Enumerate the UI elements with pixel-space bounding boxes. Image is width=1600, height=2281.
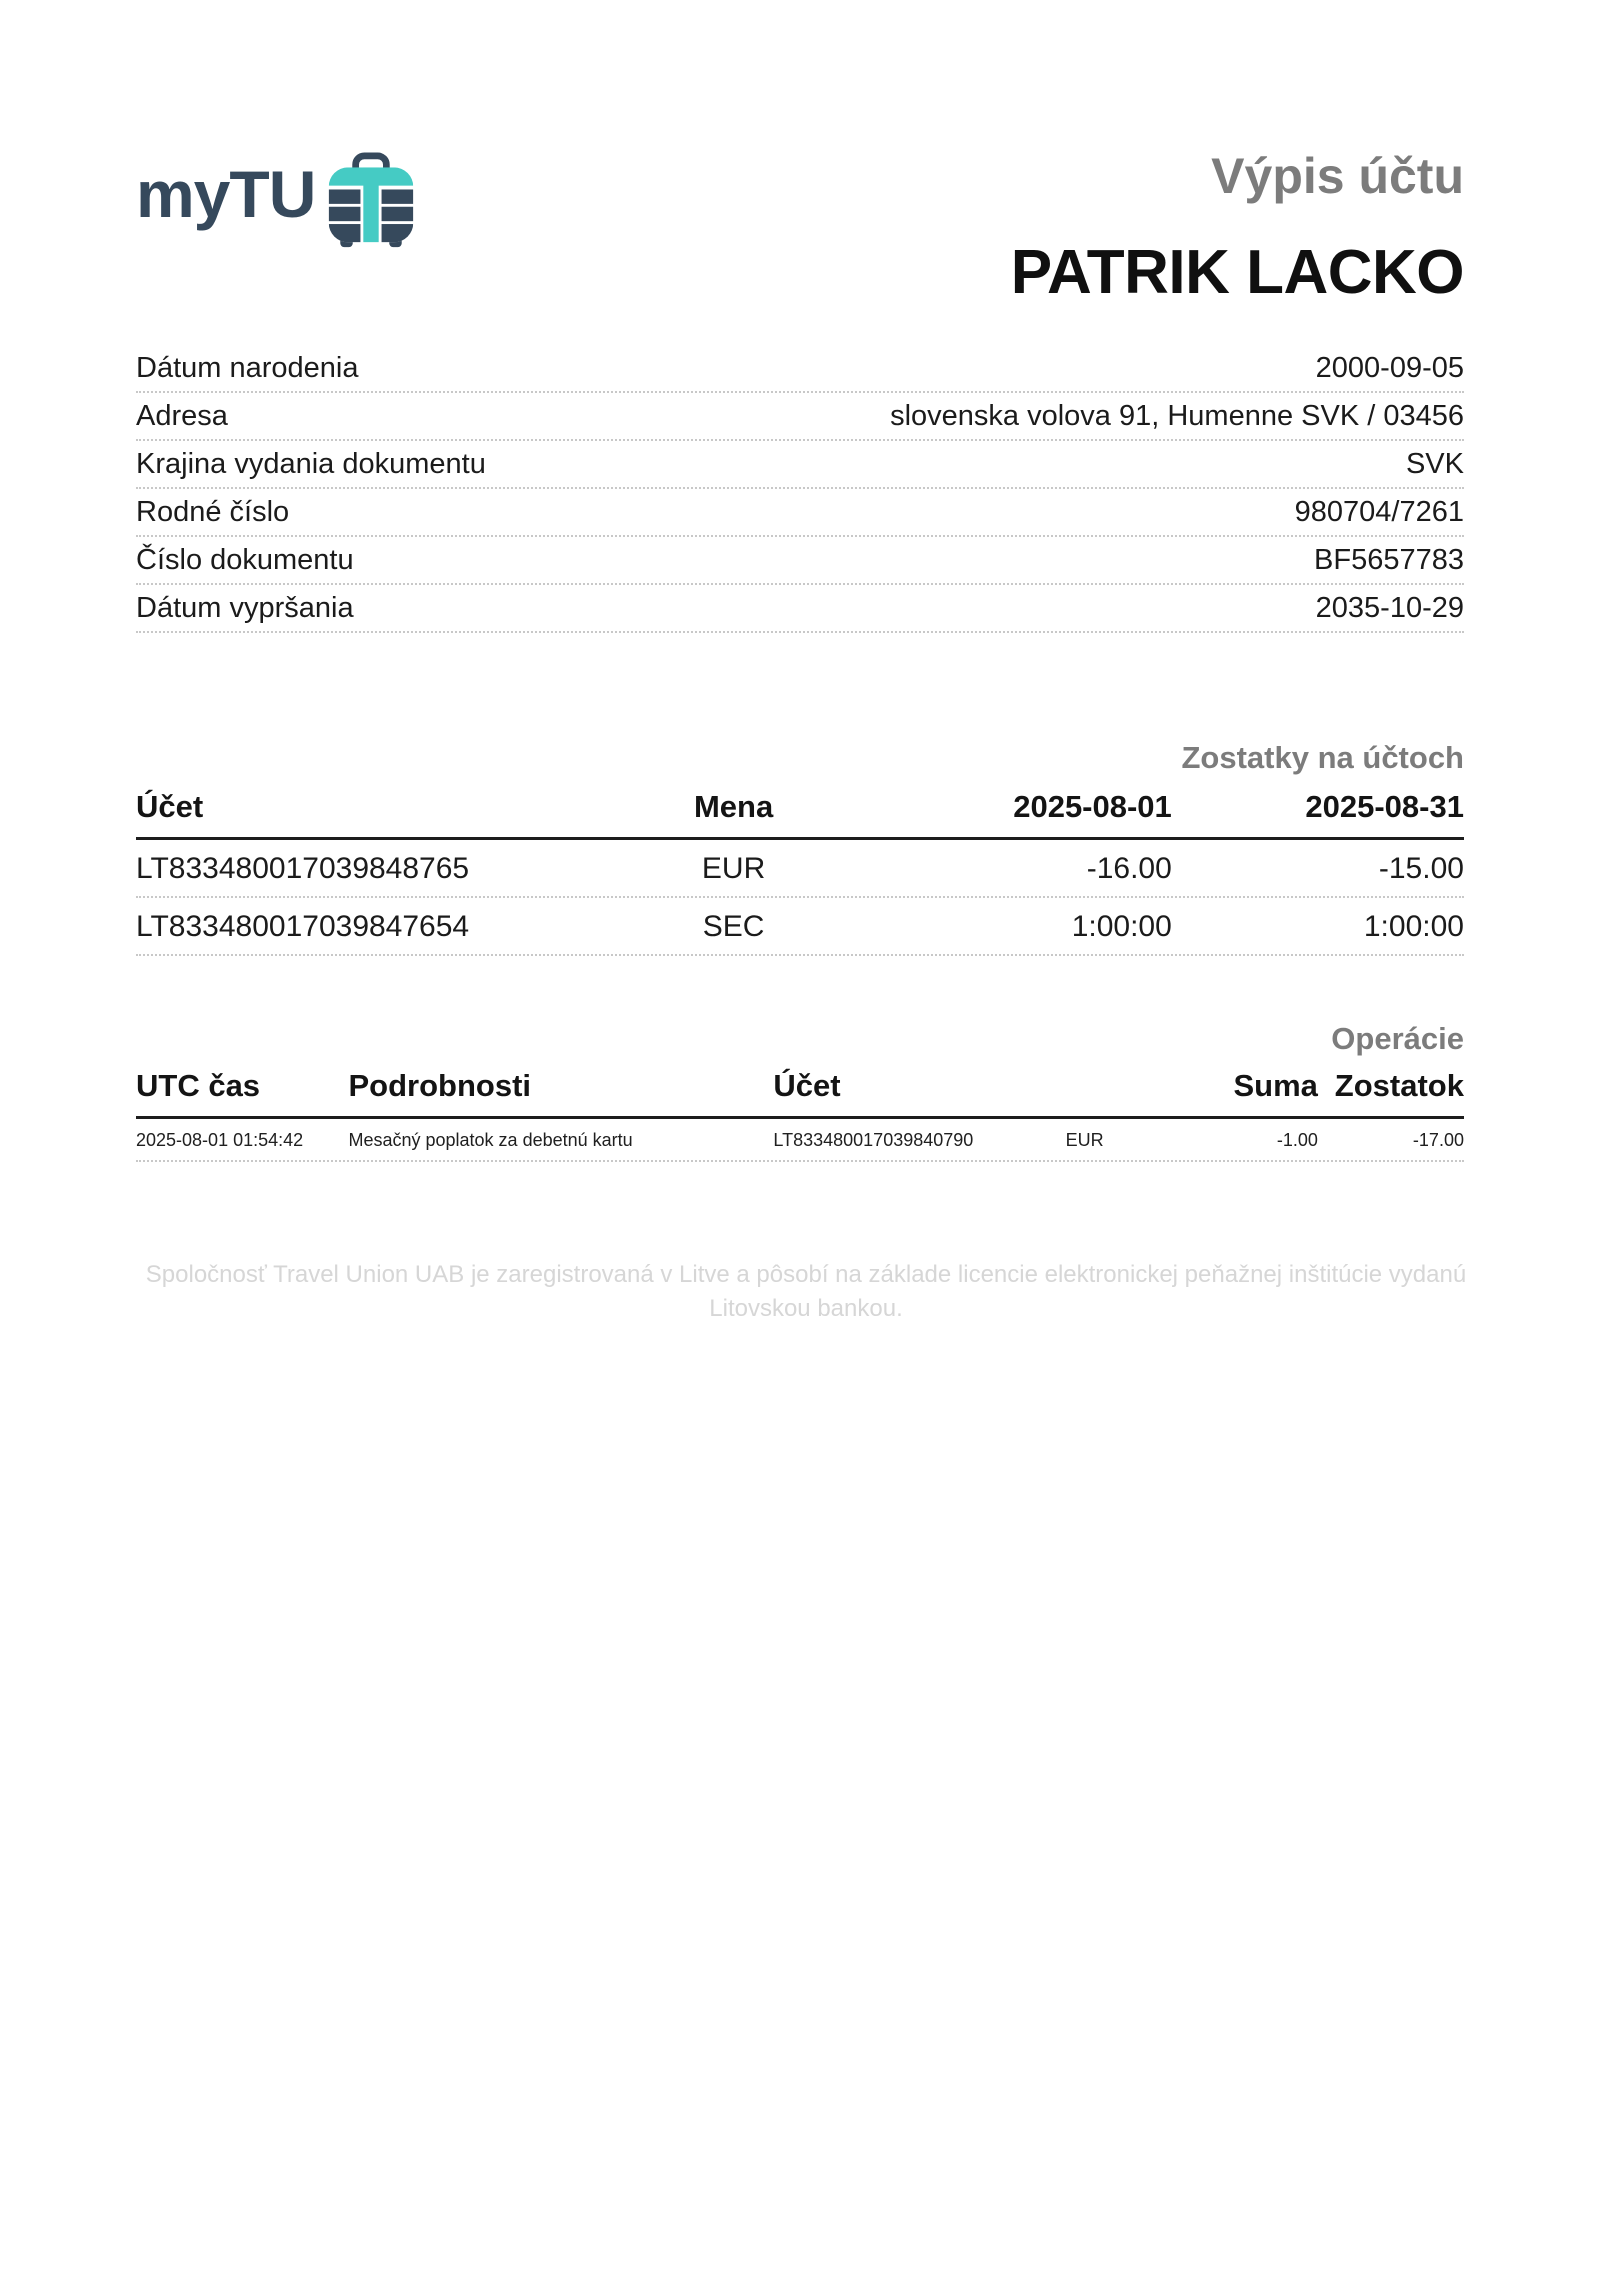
- currency-code: EUR: [701, 852, 766, 886]
- info-label: Dátum vypršania: [136, 591, 354, 624]
- operation-account: LT833480017039840790: [773, 1130, 974, 1151]
- info-row-personal-number: [136, 489, 1464, 537]
- operation-balance: -17.00: [1412, 1130, 1464, 1151]
- info-label: Rodné číslo: [136, 495, 290, 528]
- info-value: BF5657783: [1314, 543, 1464, 576]
- column-header-amount: Suma: [1233, 1068, 1318, 1104]
- info-label: Krajina vydania dokumentu: [136, 447, 486, 480]
- info-row-address: [136, 393, 1464, 441]
- info-value: 980704/7261: [1294, 495, 1464, 528]
- column-header-period-end: 2025-08-31: [1305, 789, 1464, 825]
- currency-code: SEC: [702, 910, 765, 944]
- info-value: slovenska volova 91, Humenne SVK / 03456: [890, 399, 1464, 432]
- account-holder-name: PATRIK LACKO: [1010, 238, 1464, 307]
- column-header-period-start: 2025-08-01: [1013, 789, 1172, 825]
- column-header-account: Účet: [773, 1068, 841, 1104]
- balances-section: [136, 741, 1464, 956]
- column-header-balance: Zostatok: [1334, 1068, 1464, 1104]
- info-row-expiry-date: [136, 585, 1464, 633]
- balances-section-title: Zostatky na účtoch: [1181, 739, 1464, 775]
- info-row-document-country: [136, 441, 1464, 489]
- operation-amount: -1.00: [1276, 1130, 1318, 1151]
- account-number: LT833480017039847654: [136, 910, 470, 944]
- info-label: Číslo dokumentu: [136, 543, 354, 576]
- operation-currency: EUR: [1065, 1130, 1104, 1151]
- balances-table-header: [136, 789, 1464, 840]
- document-title: Výpis účtu: [1211, 148, 1464, 204]
- start-balance: 1:00:00: [1071, 910, 1172, 944]
- info-row-document-number: [136, 537, 1464, 585]
- info-value: SVK: [1405, 447, 1464, 480]
- operation-time: 2025-08-01 01:54:42: [136, 1130, 304, 1151]
- logo-text: myTU: [136, 157, 316, 231]
- column-header-currency: Mena: [693, 789, 774, 825]
- column-header-account: Účet: [136, 789, 204, 825]
- title-block: [419, 148, 1464, 307]
- operation-details: Mesačný poplatok za debetnú kartu: [348, 1130, 633, 1151]
- info-label: Dátum narodenia: [136, 351, 359, 384]
- info-value: 2000-09-05: [1315, 351, 1464, 384]
- account-number: LT833480017039848765: [136, 852, 470, 886]
- info-row-birth-date: [136, 345, 1464, 393]
- legal-disclaimer: Spoločnosť Travel Union UAB je zaregistrovaná v Litve a pôsobí na základe licencie elektronickej peňažnej inštitúcie vydanú Litovskou bankou.: [145, 1261, 1467, 1322]
- operations-table-row: [136, 1119, 1464, 1162]
- header: [136, 148, 1464, 307]
- info-label: Adresa: [136, 399, 228, 432]
- balances-table-row: [136, 840, 1464, 898]
- mytu-logo: [136, 148, 419, 252]
- suitcase-icon: [323, 150, 419, 252]
- column-header-utc-time: UTC čas: [136, 1068, 261, 1104]
- end-balance: -15.00: [1378, 852, 1464, 886]
- operations-section: [136, 1022, 1464, 1162]
- balances-table-row: [136, 898, 1464, 956]
- start-balance: -16.00: [1086, 852, 1172, 886]
- operations-section-title: Operácie: [1331, 1021, 1464, 1057]
- personal-info-list: [136, 345, 1464, 633]
- operations-table-header: [136, 1068, 1464, 1119]
- end-balance: 1:00:00: [1363, 910, 1464, 944]
- info-value: 2035-10-29: [1315, 591, 1464, 624]
- column-header-details: Podrobnosti: [348, 1068, 532, 1104]
